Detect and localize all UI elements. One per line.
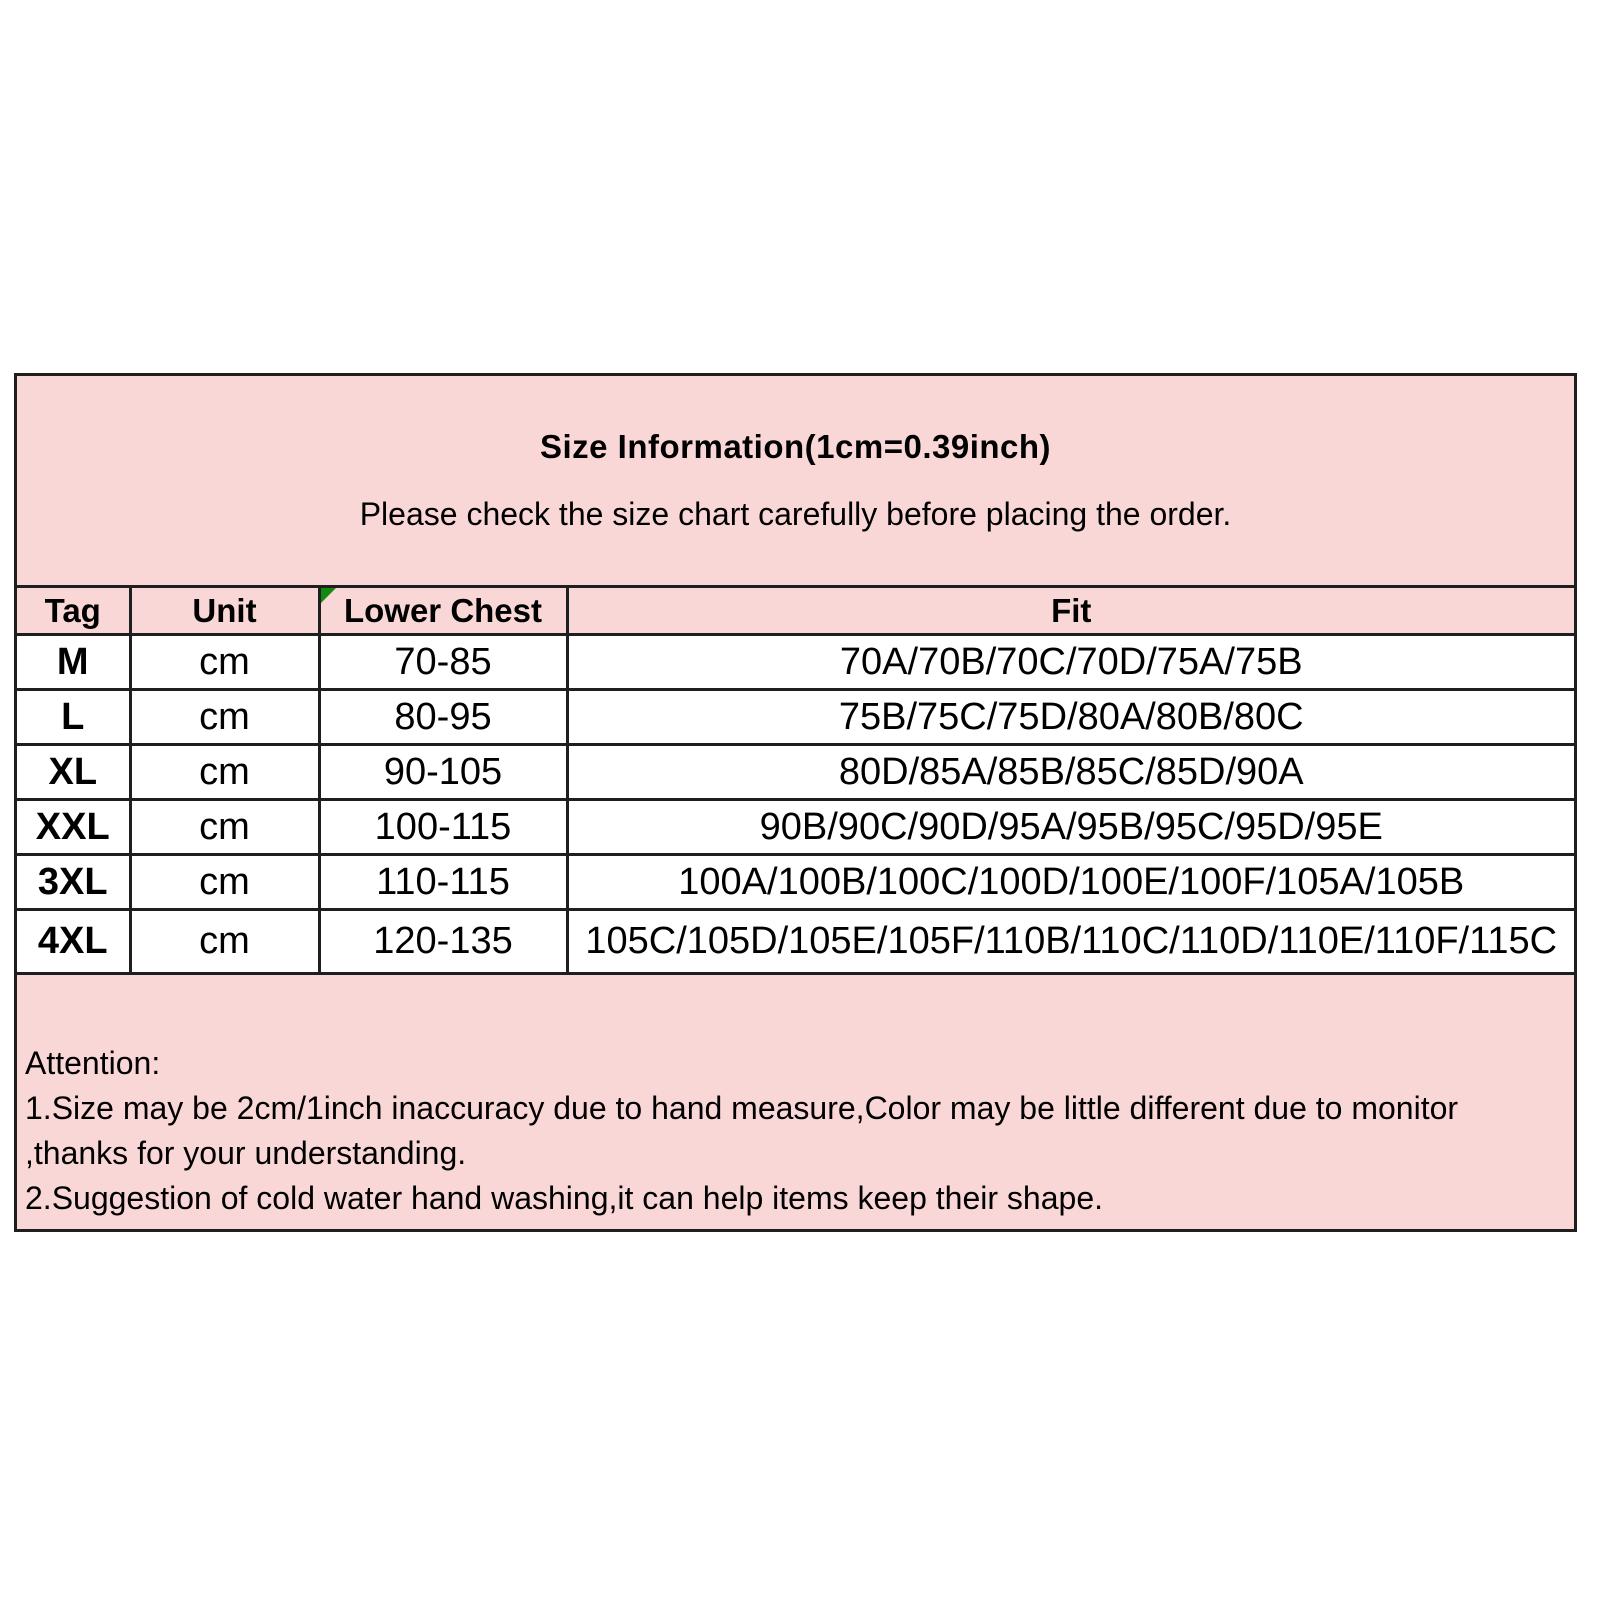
col-header-lower-chest bbox=[319, 587, 567, 635]
tag-cell: XXL bbox=[17, 800, 130, 855]
fit-cell: 80D/85A/85B/85C/85D/90A bbox=[567, 745, 1574, 800]
fit-cell: 100A/100B/100C/100D/100E/100F/105A/105B bbox=[567, 855, 1574, 910]
size-check-note: Please check the size chart carefully before placing the order. bbox=[359, 496, 1232, 532]
attention-line-1: 1.Size may be 2cm/1inch inaccuracy due to hand measure,Color may be little different due to monitor ,thanks for your understanding. bbox=[25, 1090, 1459, 1171]
col-header-unit: Unit bbox=[130, 587, 319, 635]
unit-cell: cm bbox=[130, 745, 319, 800]
unit-cell: cm bbox=[130, 635, 319, 690]
lower-chest-cell: 120-135 bbox=[319, 910, 567, 974]
table-row bbox=[17, 690, 1574, 745]
tag-cell: L bbox=[17, 690, 130, 745]
table-row bbox=[17, 800, 1574, 855]
attention-heading: Attention: bbox=[25, 1045, 161, 1081]
lower-chest-cell: 110-115 bbox=[319, 855, 567, 910]
lower-chest-cell: 80-95 bbox=[319, 690, 567, 745]
unit-cell: cm bbox=[130, 910, 319, 974]
size-chart-table bbox=[17, 585, 1574, 975]
tag-cell: 4XL bbox=[17, 910, 130, 974]
table-row bbox=[17, 855, 1574, 910]
tag-cell: M bbox=[17, 635, 130, 690]
title-area bbox=[17, 376, 1574, 585]
tag-cell: 3XL bbox=[17, 855, 130, 910]
fit-cell: 70A/70B/70C/70D/75A/75B bbox=[567, 635, 1574, 690]
fit-cell: 90B/90C/90D/95A/95B/95C/95D/95E bbox=[567, 800, 1574, 855]
table-row bbox=[17, 635, 1574, 690]
lower-chest-cell: 100-115 bbox=[319, 800, 567, 855]
lower-chest-cell: 70-85 bbox=[319, 635, 567, 690]
page-title: Size Information(1cm=0.39inch) bbox=[539, 428, 1052, 465]
fit-cell: 75B/75C/75D/80A/80B/80C bbox=[567, 690, 1574, 745]
fit-cell: 105C/105D/105E/105F/110B/110C/110D/110E/110F/115C bbox=[567, 910, 1574, 974]
table-row bbox=[17, 745, 1574, 800]
header-row bbox=[17, 587, 1574, 635]
col-header-fit: Fit bbox=[567, 587, 1574, 635]
cell-flag-icon bbox=[321, 588, 336, 603]
attention-line-2: 2.Suggestion of cold water hand washing,it can help items keep their shape. bbox=[25, 1180, 1103, 1216]
unit-cell: cm bbox=[130, 855, 319, 910]
unit-cell: cm bbox=[130, 800, 319, 855]
col-header-lower-chest-label: Lower Chest bbox=[343, 591, 543, 629]
table-row bbox=[17, 910, 1574, 974]
tag-cell: XL bbox=[17, 745, 130, 800]
lower-chest-cell: 90-105 bbox=[319, 745, 567, 800]
attention-section bbox=[17, 975, 1574, 1229]
unit-cell: cm bbox=[130, 690, 319, 745]
size-info-panel bbox=[14, 373, 1577, 1232]
col-header-tag: Tag bbox=[17, 587, 130, 635]
